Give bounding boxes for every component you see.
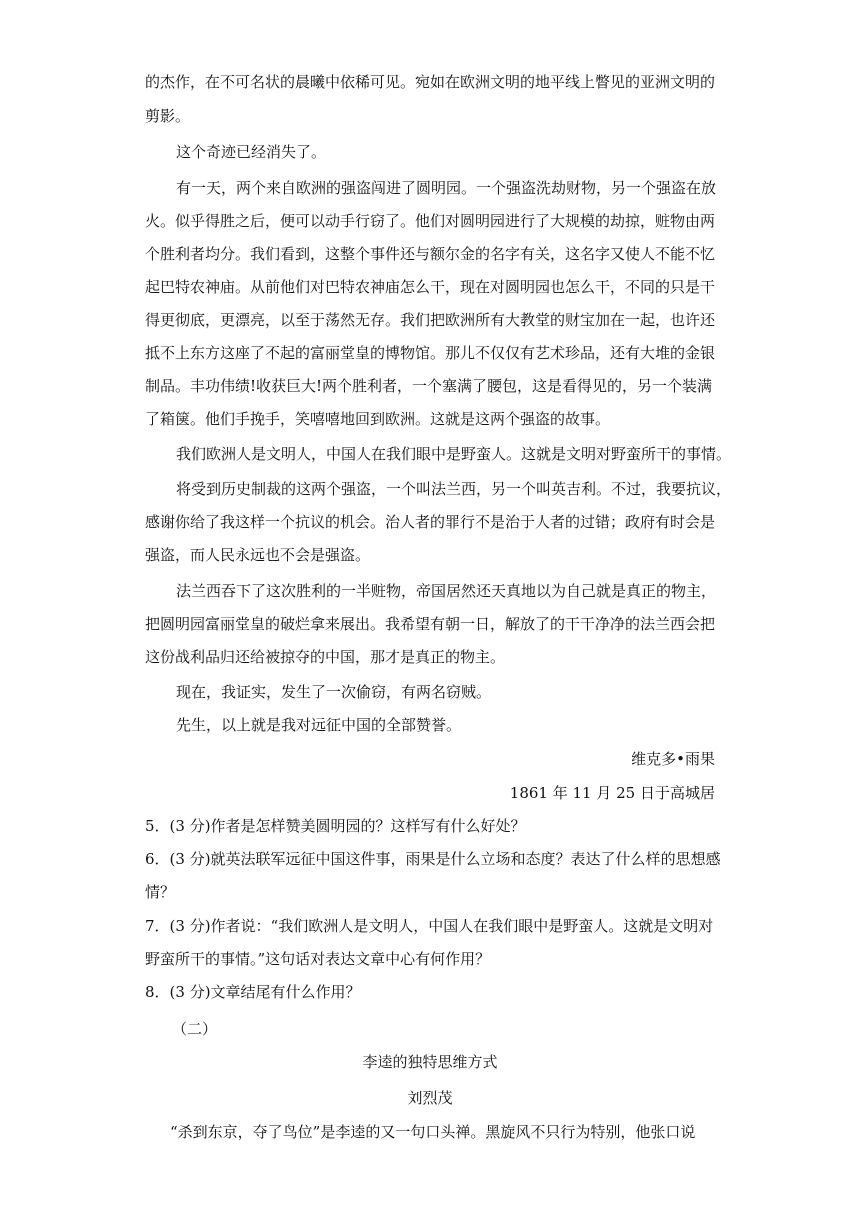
question-7-cont: 野蛮所干的事情。”这句话对表达文章中心有何作用？ [145,950,491,968]
paragraph-line: 制品。丰功伟绩!收获巨大!两个胜利者，一个塞满了腰包，这是看得见的，另一个装满 [145,377,713,395]
question-7: 7．(3 分)作者说：“我们欧洲人是文明人，中国人在我们眼中是野蛮人。这就是文明对 [145,917,714,935]
paragraph-line: 有一天，两个来自欧洲的强盗闯进了圆明园。一个强盗洗劫财物，另一个强盗在放 [176,179,717,197]
paragraph-line: 现在，我证实，发生了一次偷窃，有两名窃贼。 [176,683,492,701]
article-author: 刘烈茂 [407,1089,453,1107]
paragraph-line: 将受到历史制裁的这两个强盗，一个叫法兰西，另一个叫英吉利。不过，我要抗议， [176,480,732,498]
paragraph-line: 法兰西吞下了这次胜利的一半赃物，帝国居然还天真地以为自己就是真正的物主， [176,582,717,600]
paragraph-line: 强盗，而人民永远也不会是强盗。 [145,546,371,564]
signature-date: 1861 年 11 月 25 日于高城居 [509,784,715,802]
paragraph-line: 先生，以上就是我对远征中国的全部赞誉。 [176,716,462,734]
paragraph-line: 火。似乎得胜之后，便可以动手行窃了。他们对圆明园进行了大规模的劫掠，赃物由两 [145,212,716,230]
paragraph-line: 剪影。 [145,107,191,125]
paragraph-line: 这份战利品归还给被掠夺的中国，那才是真正的物主。 [145,648,506,666]
paragraph-line: 把圆明园富丽堂皇的破烂拿来展出。我希望有朝一日，解放了的干干净净的法兰西会把 [145,615,716,633]
signature-name: 维克多•雨果 [631,750,715,768]
question-6-cont: 情？ [145,883,176,901]
paragraph-line: “杀到东京，夺了鸟位”是李逵的又一句口头禅。黑旋风不只行为特别，他张口说 [170,1123,696,1141]
question-8: 8．(3 分)文章结尾有什么作用？ [145,983,361,1001]
question-6: 6．(3 分)就英法联军远征中国这件事，雨果是什么立场和态度？表达了什么样的思想感 [145,850,721,868]
paragraph-line: 了箱箧。他们手挽手，笑嘻嘻地回到欧洲。这就是这两个强盗的故事。 [145,410,611,428]
article-title: 李逵的独特思维方式 [362,1053,498,1071]
paragraph-line: 我们欧洲人是文明人，中国人在我们眼中是野蛮人。这就是文明对野蛮所干的事情。 [176,445,732,463]
section-heading: （二） [172,1020,218,1038]
paragraph-line: 个胜利者均分。我们看到，这整个事件还与额尔金的名字有关，这名字又使人不能不忆 [145,245,716,263]
paragraph-line: 起巴特农神庙。从前他们对巴特农神庙怎么干，现在对圆明园也怎么干，不同的只是干 [145,278,716,296]
paragraph-line: 这个奇迹已经消失了。 [176,143,327,161]
question-5: 5．(3 分)作者是怎样赞美圆明园的？这样写有什么好处？ [145,817,526,835]
paragraph-line: 感谢你给了我这样一个抗议的机会。治人者的罪行不是治于人者的过错；政府有时会是 [145,513,716,531]
paragraph-line: 得更彻底，更漂亮，以至于荡然无存。我们把欧洲所有大教堂的财宝加在一起，也许还 [145,311,716,329]
paragraph-line: 的杰作，在不可名状的晨曦中依稀可见。宛如在欧洲文明的地平线上瞥见的亚洲文明的 [145,73,716,91]
paragraph-line: 抵不上东方这座了不起的富丽堂皇的博物馆。那儿不仅仅有艺术珍品，还有大堆的金银 [145,344,716,362]
